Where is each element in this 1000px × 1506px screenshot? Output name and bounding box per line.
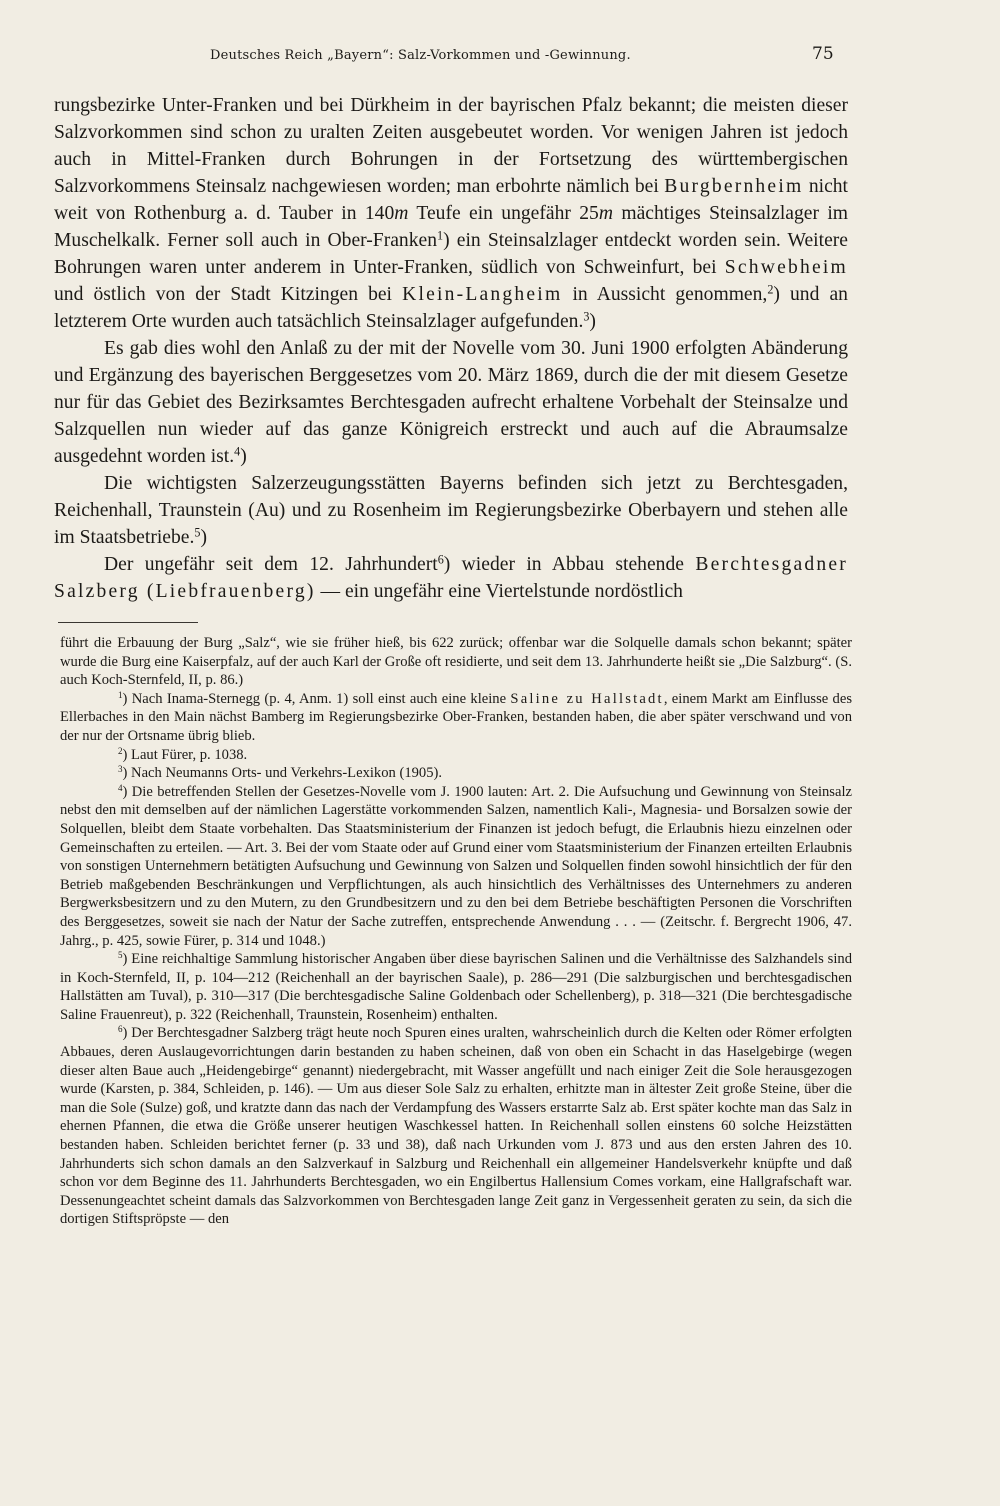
footnote-5: $^5$) Eine reichhaltige Sammlung historischer Angaben über diese bayrischen Salinen und die Verhältnisse des Salzhandels sind in Koch-Sternfeld, II, p. 104—212 (Reichenhall an der bayrischen Saale), p. 286—291 (Die salzburgischen und berchtesgadischen Hallstätten am Tuval), p. 310—317 (Die berchtesgadische Saline Goldenbach oder Schellenberg), p. 318—321 (Die berchtesgadische Saline Frauenreut), p. 322 (Reichenhall, Traunstein, Rosenheim) enthalten. — [60, 950, 852, 1023]
place-name: Klein-Langheim — [402, 284, 563, 305]
footnote-mark: 2 — [118, 745, 123, 756]
body-text — [54, 92, 848, 605]
footnote-ref: 3 — [583, 309, 590, 324]
paragraph-4: Der ungefähr seit dem 12. Jahrhundert$^6$) wieder in Abbau stehende Berchtesgadner Salzberg (Liebfrauenberg) — ein ungefähr eine Viertelstunde nordöstlich — [54, 552, 848, 602]
place-name: Schwebheim — [724, 257, 848, 278]
footnote-ref: 6 — [437, 552, 444, 567]
paragraph-3: Die wichtigsten Salzerzeugungsstätten Bayerns befinden sich jetzt zu Berchtesgaden, Reichenhall, Traunstein (Au) und zu Rosenheim im Regierungsbezirke Oberbayern und stehen alle im Staatsbetriebe.$^5$) — [54, 473, 848, 548]
footnote-1: $^1$) Nach Inama-Sternegg (p. 4, Anm. 1) soll einst auch eine kleine Saline zu Hallstadt, einem Markt am Einflusse des Ellerbaches in den Main nächst Bamberg im Regierungsbezirke Ober-Franken, bestanden haben, die aber später verschwand und von der nur der Ortsname übrig blieb. — [60, 689, 853, 744]
footnote-ref: 5 — [194, 525, 201, 540]
footnote-mark: 5 — [118, 950, 123, 961]
footnote-mark: 4 — [118, 782, 123, 793]
footnote-ref: 1 — [437, 228, 444, 243]
unit: m — [394, 203, 409, 224]
footnote-6: $^6$) Der Berchtesgadner Salzberg trägt heute noch Spuren eines uralten, wahrscheinlich durch die Kelten oder Römer erfolgten Abbaues, deren Auslaugevorrichtungen darin bestanden zu haben scheinen, daß von oben ein Schacht in das Haselgebirge (wegen dieser alten Baue auch „Heidengebirge“ genannt) niedergebracht, mit Wasser angefüllt und nach einiger Zeit die Sole herausgezogen wurde (Karsten, p. 384, Schleiden, p. 146). — Um aus dieser Sole Salz zu erhalten, erhitzte man in ältester Zeit große Steine, über die man die Sole (Sulze) goß, und kratzte dann das nach der Verdampfung des Wassers erstarrte Salz ab. Erst später kochte man das Salz in ehernen Pfannen, die etwa die Größe unserer heutigen Waschkessel hatten. In Reichenhall sollen einstens 60 solche Heizstätten bestanden haben. Schleiden berichtet ferner (p. 33 und 38), daß nach Urkunden vom J. 873 und aus den ersten Jahren des 10. Jahrhunderts sich schon damals an den Salzverkauf in Salzburg und Reichenhall ein allgemeiner Handelsverkehr knüpfte und daß schon vor dem Beginne des 11. Jahrhunderts Berchtesgaden, wo ein Engilbertus Hallensium Comes vorkam, eine Hallgrafschaft war. Dessenungeachtet scheint damals das Salzvorkommen von Berchtesgaden lange Zeit ganz in Vergessenheit geraten zu sein, da sich die dortigen Stiftspröpste — den — [60, 1024, 852, 1228]
footnote-4: $^4$) Die betreffenden Stellen der Gesetzes-Novelle vom J. 1900 lauten: Art. 2. Die Aufsuchung und Gewinnung von Steinsalz nebst den mit demselben auf der nämlichen Lagerstätte vorkommenden Salzen, namentlich Kali-, Magnesia- und Borsalzen sowie der Solquellen, bleibt dem Staate vorbehalten. Das Staatsministerium der Finanzen ist jedoch befugt, die Erlaubnis hiezu einzelnen oder Gemeinschaften zu erteilen. — Art. 3. Bei der vom Staate oder auf Grund einer vom Staatsministerium der Finanzen erteilten Erlaubnis von sonstigen Unternehmern betätigten Aufsuchung und Gewinnung von Salzen und Solquellen finden sowohl hinsichtlich der für den Betrieb maßgebenden Beschränkungen und Verpflichtungen, als auch hinsichtlich des Verhältnisses des Unternehmers zu anderen Bergwerksbesitzern und zu den Mutern, zu den Grundbesitzern und zu den bei dem Betriebe beschäftigten Personen die Vorschriften des Berggesetzes, soweit sie nach der Natur der Sache zutreffen, entsprechende Anwendung . . . — (Zeitschr. f. Bergrecht 1906, 47. Jahrg., p. 425, sowie Fürer, p. 314 und 1048.) — [60, 782, 852, 949]
paragraph-1: rungsbezirke Unter-Franken und bei Dürkheim in der bayrischen Pfalz bekannt; die meisten dieser Salzvorkommen sind schon zu uralten Zeiten ausgebeutet worden. Vor wenigen Jahren ist jedoch auch in Mittel-Franken durch Bohrungen in der Fortsetzung des württembergischen Salzvorkommens Steinsalz nachgewiesen worden; man erbohrte nämlich bei Burgbernheim nicht weit von Rothenburg a. d. Tauber in 140m Teufe ein ungefähr 25m mächtiges Steinsalzlager im Muschelkalk. Ferner soll auch in Ober-Franken$^1$) ein Steinsalzlager entdeckt worden sein. Weitere Bohrungen waren unter anderem in Unter-Franken, südlich von Schweinfurt, bei Schwebheim und östlich von der Stadt Kitzingen bei Klein-Langheim in Aussicht genommen,$^2$) und an letzterem Orte wurden auch tatsächlich Steinsalzlager aufgefunden.$^3$) — [54, 95, 849, 332]
footnote-3: $^3$) Nach Neumanns Orts- und Verkehrs-Lexikon (1905). — [118, 764, 443, 782]
footnote-ref: 4 — [234, 444, 241, 459]
footnote-mark: 3 — [118, 764, 123, 775]
footnote-mark: 6 — [118, 1024, 123, 1035]
running-head: Deutsches Reich „Bayern“: Salz-Vorkommen und -Gewinnung. — [210, 48, 631, 63]
footnote-mark: 1 — [118, 689, 123, 700]
salt-mine-name: Berchtesgadner Salzberg (Liebfrauenberg) — [54, 554, 848, 602]
unit: m — [598, 203, 613, 224]
footnotes — [60, 634, 852, 1229]
footnote-separator — [58, 622, 198, 623]
page-number: 75 — [812, 44, 834, 64]
footnote-continuation: führt die Erbauung der Burg „Salz“, wie sie früher hieß, bis 622 zurück; offenbar war die Solquelle damals schon bekannt; später wurde die Burg eine Kaiserpfalz, auf der auch Karl der Große oft residierte, und seit dem 13. Jahrhunderte heißt sie „Die Salzburg“. (S. auch Koch-Sternfeld, II, p. 86.) — [60, 635, 852, 689]
footnote-ref: 2 — [767, 282, 774, 297]
footnote-2: $^2$) Laut Fürer, p. 1038. — [118, 745, 248, 763]
paragraph-2: Es gab dies wohl den Anlaß zu der mit der Novelle vom 30. Juni 1900 erfolgten Abänderung und Ergänzung des bayerischen Berggesetzes vom 20. März 1869, durch die der mit diesem Gesetze nur für das Gebiet des Bezirksamtes Berchtesgaden aufrecht erhaltene Vorbehalt der Steinsalze und Salzquellen nun wieder auf das ganze Königreich erstreckt und auch auf die Abraumsalze ausgedehnt worden ist.$^4$) — [54, 338, 848, 467]
place-name: Burgbernheim — [664, 176, 804, 197]
place-name: Saline zu Hallstadt — [510, 690, 664, 707]
